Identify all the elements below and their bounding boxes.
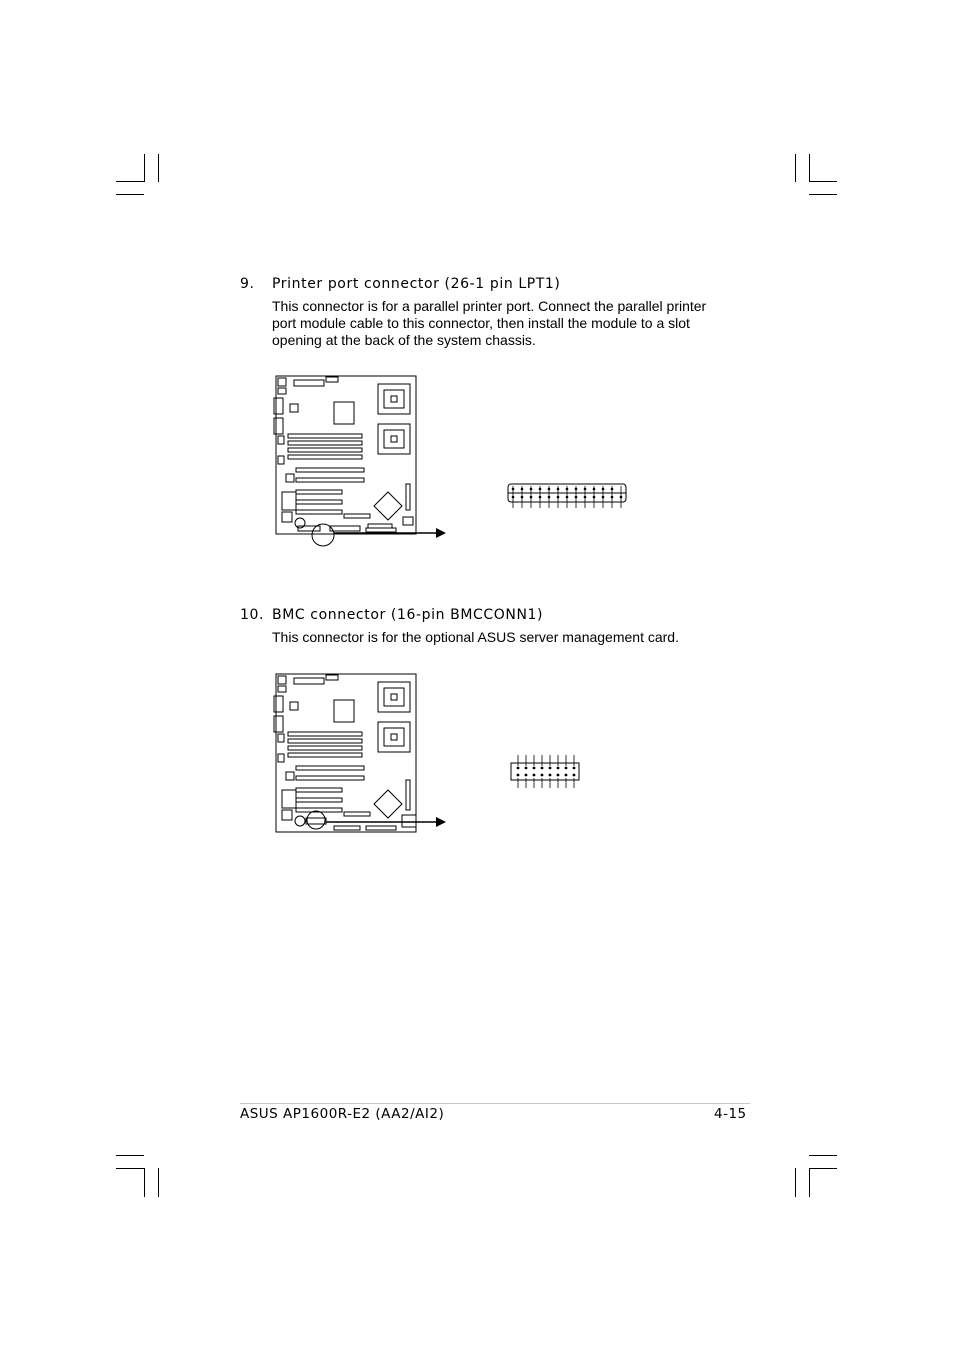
- section-number: 9.: [240, 276, 255, 292]
- crop-mark: [795, 154, 796, 182]
- crop-mark: [809, 154, 810, 182]
- header-pin: [530, 496, 533, 499]
- header-pin: [521, 488, 524, 491]
- header-pin: [533, 767, 536, 770]
- header-pin: [557, 767, 560, 770]
- section-title: BMC connector (16-pin BMCCONN1): [272, 607, 544, 623]
- header-pin: [512, 496, 515, 499]
- crop-mark: [809, 1168, 810, 1197]
- crop-mark: [116, 1155, 144, 1156]
- header-pin: [548, 488, 551, 491]
- crop-mark: [809, 194, 837, 195]
- header-pin: [525, 767, 528, 770]
- header-pin: [539, 496, 542, 499]
- crop-mark: [795, 1168, 796, 1197]
- lpt1-pin-header: [505, 480, 630, 510]
- header-pin: [584, 496, 587, 499]
- header-pin: [521, 496, 524, 499]
- crop-mark: [158, 1168, 159, 1197]
- crop-mark: [809, 1155, 837, 1156]
- footer-page-number: 4-15: [714, 1106, 747, 1122]
- header-pin: [593, 488, 596, 491]
- header-pin: [539, 488, 542, 491]
- header-pin: [611, 496, 614, 499]
- footer-product: ASUS AP1600R-E2 (AA2/AI2): [240, 1106, 445, 1122]
- header-pin: [517, 774, 520, 777]
- header-pin: [557, 488, 560, 491]
- header-pin: [573, 774, 576, 777]
- header-pin: [530, 488, 533, 491]
- crop-mark: [144, 1168, 145, 1197]
- footer-rule: [240, 1103, 750, 1104]
- header-pin: [611, 488, 614, 491]
- section-heading-lpt1: [240, 276, 561, 292]
- section-body-bmcconn1: This connector is for the optional ASUS server management card.: [272, 629, 679, 645]
- header-pin: [565, 767, 568, 770]
- section-number: 10.: [240, 607, 265, 623]
- header-pin: [566, 488, 569, 491]
- header-pin: [541, 774, 544, 777]
- header-pin: [593, 496, 596, 499]
- header-pin: [566, 496, 569, 499]
- motherboard-diagram-lpt1: [270, 374, 450, 544]
- crop-mark: [809, 181, 837, 182]
- header-pin: [602, 488, 605, 491]
- header-pin: [557, 774, 560, 777]
- section-title: Printer port connector (26-1 pin LPT1): [272, 276, 561, 292]
- crop-mark: [158, 154, 159, 182]
- header-pin: [573, 767, 576, 770]
- header-pin: [517, 767, 520, 770]
- header-pin: [533, 774, 536, 777]
- crop-mark: [144, 154, 145, 182]
- header-pin: [602, 496, 605, 499]
- crop-mark: [116, 194, 144, 195]
- header-pin: [557, 496, 560, 499]
- motherboard-diagram-bmc: [270, 672, 450, 837]
- header-pin: [584, 488, 587, 491]
- header-pin: [575, 488, 578, 491]
- header-pin: [548, 496, 551, 499]
- header-pin: [525, 774, 528, 777]
- header-pin: [575, 496, 578, 499]
- bmc-pin-header: [508, 754, 583, 790]
- crop-mark: [116, 181, 144, 182]
- section-heading-bmcconn1: [240, 607, 543, 623]
- crop-mark: [809, 1168, 837, 1169]
- header-pin: [620, 496, 623, 499]
- header-pin: [512, 488, 515, 491]
- section-body-lpt1: This connector is for a parallel printer port. Connect the parallel printer port module cable to this connector, then install the module to a slot opening at the back of the system chassis.: [272, 298, 707, 348]
- crop-mark: [116, 1168, 144, 1169]
- header-pin: [549, 774, 552, 777]
- header-pin: [565, 774, 568, 777]
- header-pin: [549, 767, 552, 770]
- header-pin: [541, 767, 544, 770]
